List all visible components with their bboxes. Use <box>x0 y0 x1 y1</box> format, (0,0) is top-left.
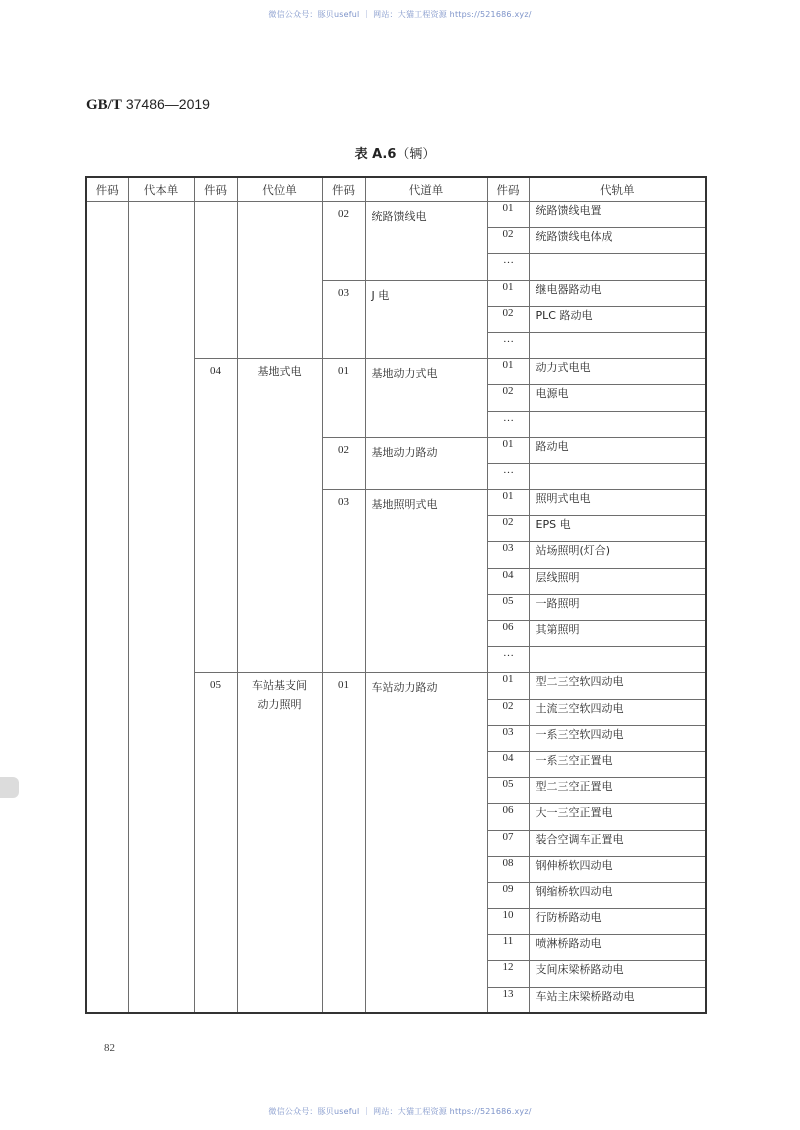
l4-code-cell: 04 <box>487 568 529 594</box>
l3-code-cell: 03 <box>322 490 365 673</box>
l4-code-cell: 01 <box>487 490 529 516</box>
l4-code-cell: 02 <box>487 516 529 542</box>
table-row <box>86 202 706 228</box>
l4-code-cell: 02 <box>487 699 529 725</box>
l4-name-cell: 电源电 <box>529 385 706 411</box>
l3-name-cell: 统路馈线电 <box>365 202 487 281</box>
table-title-label: 表 A.6 <box>354 147 397 162</box>
l4-code-cell: 04 <box>487 751 529 777</box>
l4-name-cell: 钢伸桥软四动电 <box>529 856 706 882</box>
l2-name-cell <box>237 202 322 359</box>
l4-name-cell <box>529 411 706 437</box>
header-l4-code: 件码 <box>487 177 529 202</box>
l4-name-cell: EPS 电 <box>529 516 706 542</box>
l3-name-cell: 基地照明式电 <box>365 490 487 673</box>
l4-code-cell: … <box>487 332 529 358</box>
l4-code-cell: 12 <box>487 961 529 987</box>
l4-name-cell: 一系三空软四动电 <box>529 725 706 751</box>
l4-code-cell: 03 <box>487 542 529 568</box>
header-l2-code: 件码 <box>194 177 237 202</box>
l4-code-cell: 01 <box>487 673 529 699</box>
header-l3-name: 代道单 <box>365 177 487 202</box>
l4-name-cell: 其第照明 <box>529 621 706 647</box>
l4-name-cell: 统路馈线电体成 <box>529 228 706 254</box>
l4-code-cell: 01 <box>487 202 529 228</box>
l4-name-cell: 型二三空软四动电 <box>529 673 706 699</box>
l4-name-cell: 型二三空正置电 <box>529 778 706 804</box>
l4-name-cell: 站场照明(灯合) <box>529 542 706 568</box>
l4-name-cell: 钢缩桥软四动电 <box>529 882 706 908</box>
table-title <box>0 143 790 162</box>
l4-name-cell: 路动电 <box>529 437 706 463</box>
l3-code-cell: 02 <box>322 437 365 489</box>
l4-code-cell: 01 <box>487 359 529 385</box>
l4-name-cell <box>529 463 706 489</box>
l4-name-cell: 动力式电电 <box>529 359 706 385</box>
watermark-top: 微信公众号：豚贝useful ｜ 网站：大猫工程资源 https://521686.xyz/ <box>268 10 532 19</box>
l3-name-cell: 车站动力路动 <box>365 673 487 1013</box>
l4-code-cell: 13 <box>487 987 529 1013</box>
l2-code-cell: 04 <box>194 359 237 673</box>
table-header-row <box>86 177 706 202</box>
l4-code-cell: … <box>487 411 529 437</box>
l4-name-cell: PLC 路动电 <box>529 306 706 332</box>
header-l2-name: 代位单 <box>237 177 322 202</box>
l4-name-cell: 照明式电电 <box>529 490 706 516</box>
l4-code-cell: 07 <box>487 830 529 856</box>
header-l1-name: 代本单 <box>128 177 194 202</box>
l4-code-cell: 11 <box>487 935 529 961</box>
l4-name-cell: 大一三空正置电 <box>529 804 706 830</box>
l4-code-cell: 01 <box>487 437 529 463</box>
l1-code-cell <box>86 202 128 1014</box>
l4-code-cell: … <box>487 647 529 673</box>
l3-code-cell: 01 <box>322 673 365 1013</box>
l4-code-cell: 08 <box>487 856 529 882</box>
l4-name-cell <box>529 647 706 673</box>
standard-prefix: GB/T <box>86 97 122 113</box>
l4-name-cell: 一系三空正置电 <box>529 751 706 777</box>
l4-name-cell: 层线照明 <box>529 568 706 594</box>
l4-name-cell: 土流三空软四动电 <box>529 699 706 725</box>
standard-code <box>86 96 210 114</box>
l4-code-cell: 10 <box>487 909 529 935</box>
l4-code-cell: 05 <box>487 594 529 620</box>
l4-name-cell: 支间床梁桥路动电 <box>529 961 706 987</box>
l4-name-cell: 行防桥路动电 <box>529 909 706 935</box>
l3-name-cell: 基地动力式电 <box>365 359 487 438</box>
l3-code-cell: 01 <box>322 359 365 438</box>
header-l3-code: 件码 <box>322 177 365 202</box>
l4-code-cell: 02 <box>487 306 529 332</box>
l4-code-cell: 03 <box>487 725 529 751</box>
l4-name-cell: 装合空调车正置电 <box>529 830 706 856</box>
l2-name-cell: 基地式电 <box>237 359 322 673</box>
watermark-bottom: 微信公众号：豚贝useful ｜ 网站：大猫工程资源 https://521686.xyz/ <box>268 1107 532 1116</box>
l2-code-cell: 05 <box>194 673 237 1013</box>
l3-name-cell: J 电 <box>365 280 487 359</box>
l4-code-cell: 09 <box>487 882 529 908</box>
l2-name-cell: 车站基支间 动力照明 <box>237 673 322 1013</box>
l1-name-cell <box>128 202 194 1014</box>
l4-name-cell <box>529 254 706 280</box>
table-title-paren: （辆） <box>396 147 436 162</box>
l3-code-cell: 03 <box>322 280 365 359</box>
l4-name-cell: 统路馈线电置 <box>529 202 706 228</box>
l4-name-cell: 喷淋桥路动电 <box>529 935 706 961</box>
l4-code-cell: 06 <box>487 621 529 647</box>
classification-table <box>85 176 707 1014</box>
l3-name-cell: 基地动力路动 <box>365 437 487 489</box>
l4-code-cell: 02 <box>487 228 529 254</box>
header-l4-name: 代轨单 <box>529 177 706 202</box>
standard-number: 37486—2019 <box>125 96 210 112</box>
l4-name-cell: 一路照明 <box>529 594 706 620</box>
l4-code-cell: … <box>487 254 529 280</box>
l3-code-cell: 02 <box>322 202 365 281</box>
l4-code-cell: … <box>487 463 529 489</box>
l4-code-cell: 01 <box>487 280 529 306</box>
l4-code-cell: 05 <box>487 778 529 804</box>
side-scroll-tab[interactable] <box>0 777 19 798</box>
l4-code-cell: 06 <box>487 804 529 830</box>
header-l1-code: 件码 <box>86 177 128 202</box>
page-number: 82 <box>104 1042 115 1054</box>
l4-name-cell: 继电器路动电 <box>529 280 706 306</box>
l4-name-cell: 车站主床梁桥路动电 <box>529 987 706 1013</box>
l4-code-cell: 02 <box>487 385 529 411</box>
l2-code-cell <box>194 202 237 359</box>
l4-name-cell <box>529 332 706 358</box>
